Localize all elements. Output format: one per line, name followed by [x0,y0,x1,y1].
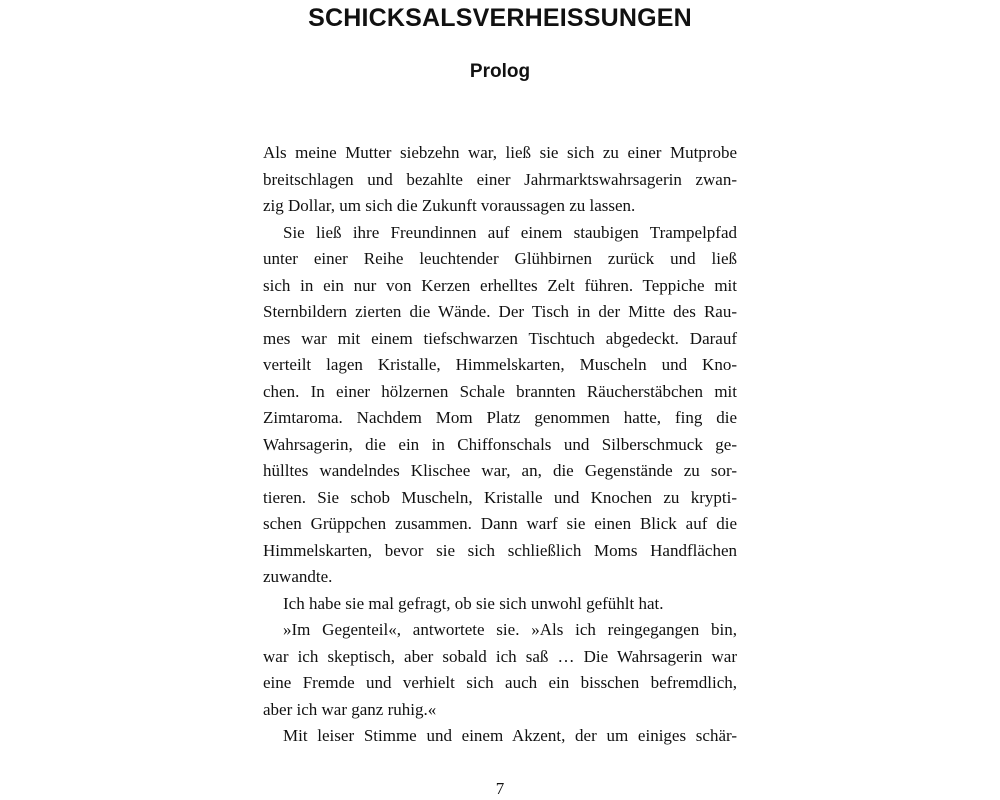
text-line: Zimtaroma. Nachdem Mom Platz genommen hatte, fing die [263,408,737,427]
book-title: SCHICKSALSVERHEISSUNGEN [308,4,692,32]
text-line: aber ich war ganz ruhig.« [263,699,437,719]
text-line: Sie ließ ihre Freundinnen auf einem staubigen Trampelpfad [283,222,737,242]
text-line: mes war mit einem tiefschwarzen Tischtuch abgedeckt. Darauf [263,328,737,348]
text-line: zuwandte. [263,567,333,586]
text-line: breitschlagen und bezahlte einer Jahrmarktswahrsagerin zwan- [263,169,737,189]
text-line: sich in ein nur von Kerzen erhelltes Zelt führen. Teppiche mit [263,275,737,295]
text-line: verteilt lagen Kristalle, Himmelskarten, Muscheln und Kno- [263,355,737,374]
text-line: war ich skeptisch, aber sobald ich saß … Die Wahrsagerin war [263,646,737,666]
text-line: Wahrsagerin, die ein in Chiffonschals und Silberschmuck ge- [263,434,737,454]
text-line: Als meine Mutter siebzehn war, ließ sie sich zu einer Mutprobe [263,143,737,162]
chapter-title: Prolog [469,61,531,82]
text-line: chen. In einer hölzernen Schale brannten Räucherstäbchen mit [263,381,737,401]
text-line: unter einer Reihe leuchtender Glühbirnen zurück und ließ [263,249,737,268]
text-line: eine Fremde und verhielt sich auch ein bisschen befremdlich, [263,673,737,692]
text-line: zig Dollar, um sich die Zukunft voraussagen zu lassen. [263,196,636,215]
text-line: Mit leiser Stimme und einem Akzent, der um einiges schär- [283,726,737,745]
text-line: tieren. Sie schob Muscheln, Kristalle und Knochen zu krypti- [263,487,737,507]
text-line: Himmelskarten, bevor sie sich schließlich Moms Handflächen [263,540,737,560]
page-number: 7 [495,779,505,798]
text-line: hülltes wandelndes Klischee war, an, die Gegenstände zu sor- [263,461,737,480]
text-line: »Im Gegenteil«, antwortete sie. »Als ich reingegangen bin, [283,620,737,639]
text-line: Sternbildern zierten die Wände. Der Tisch in der Mitte des Rau- [263,302,737,321]
text-line: schen Grüppchen zusammen. Dann warf sie einen Blick auf die [263,514,737,533]
body-text [263,140,737,750]
text-line: Ich habe sie mal gefragt, ob sie sich unwohl gefühlt hat. [283,593,664,613]
